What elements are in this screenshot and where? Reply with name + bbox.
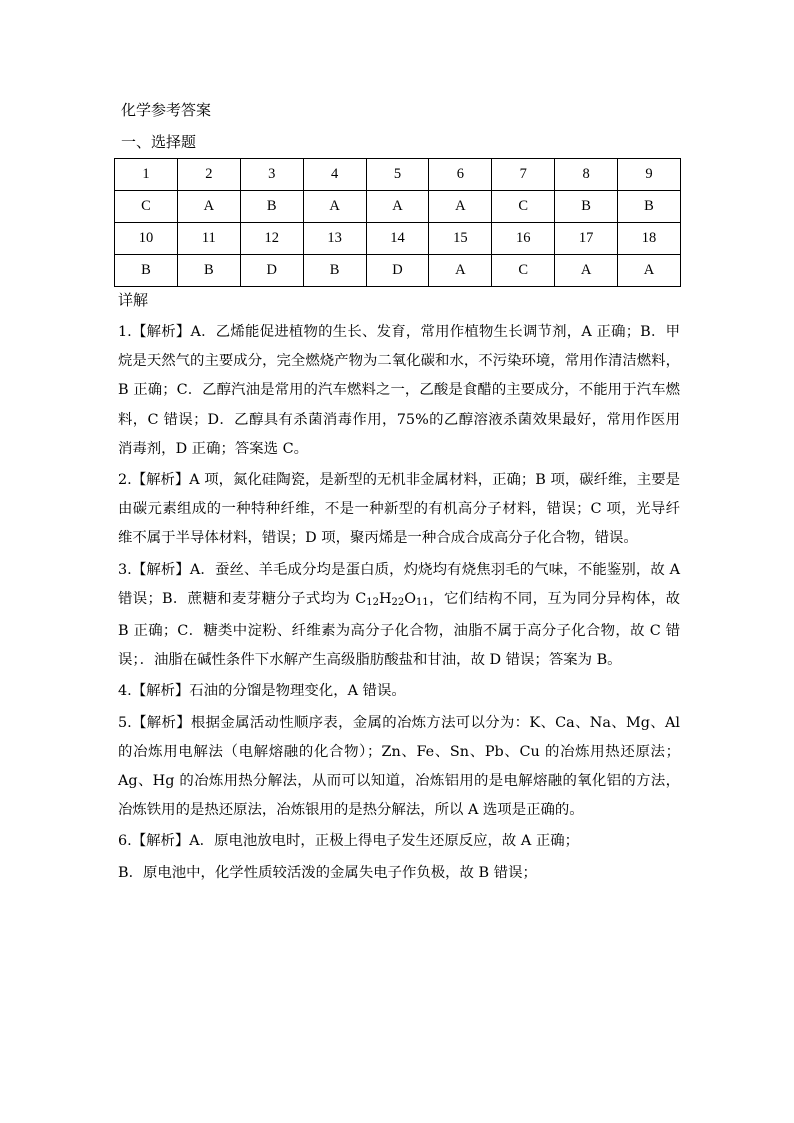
question-number-cell: 1 — [115, 159, 178, 191]
answer-table-body — [115, 159, 681, 287]
answer-cell: A — [429, 191, 492, 223]
explanations — [118, 318, 680, 888]
question-number-cell: 13 — [303, 223, 366, 255]
question-number-cell: 5 — [366, 159, 429, 191]
question-number-cell: 2 — [177, 159, 240, 191]
question-number-cell: 16 — [492, 223, 555, 255]
formula-subscript: 11 — [416, 596, 429, 608]
question-number-cell: 15 — [429, 223, 492, 255]
answer-cell: A — [303, 191, 366, 223]
question-number-row — [115, 159, 681, 191]
answer-cell: B — [177, 255, 240, 287]
answer-cell: A — [177, 191, 240, 223]
explanation-1: 1.【解析】A．乙烯能促进植物的生长、发育，常用作植物生长调节剂，A 正确；B．甲烷是天然气的主要成分，完全燃烧产物为二氧化碳和水，不污染环境，常用作清洁燃料，B 正确；C．乙醇汽油是常用的汽车燃料之一，乙酸是食醋的主要成分，不能用于汽车燃料，C 错误；D．乙醇具有杀菌消毒作用，75%的乙醇溶液杀菌效果最好，常用作医用消毒剂，D 正确；答案选 C。 — [118, 324, 680, 457]
explanation-6: 6.【解析】A．原电池放电时，正极上得电子发生还原反应，故 A 正确； — [118, 833, 579, 850]
answer-row — [115, 191, 681, 223]
formula-element: H — [378, 590, 392, 607]
answer-cell: C — [492, 255, 555, 287]
explanation-3-part-b: ，它们结构不同，互为同分异构体，故 B 正确；C．糖类中淀粉、纤维素为高分子化合物，油脂不属于高分子化合物，故 C 错误；．油脂在碱性条件下水解产生高级脂肪酸盐和甘油，故 D 错误；答案为 B。 — [118, 590, 680, 669]
explanation-3-part-a: 3.【解析】A．蚕丝、羊毛成分均是蛋白质，灼烧均有烧焦羽毛的气味，不能鉴别，故 A 错误；B．蔗糖和麦芽糖分子式均为 — [118, 561, 680, 607]
question-number-cell: 3 — [240, 159, 303, 191]
explanation-2: 2.【解析】A 项，氮化硅陶瓷，是新型的无机非金属材料，正确；B 项，碳纤维，主要是由碳元素组成的一种特种纤维，不是一种新型的有机高分子材料，错误；C 项，光导纤维不属于半导体材料，错误；D 项，聚丙烯是一种合成合成高分子化合物，错误。 — [118, 472, 680, 547]
answer-cell: A — [366, 191, 429, 223]
explanation-6-b: B．原电池中，化学性质较活泼的金属失电子作负极，故 B 错误； — [118, 864, 537, 881]
answer-cell: B — [240, 191, 303, 223]
answer-cell: A — [618, 255, 681, 287]
formula-subscript: 12 — [366, 596, 379, 608]
section-heading: 一、选择题 — [121, 133, 197, 151]
answer-cell: B — [555, 191, 618, 223]
answer-cell: A — [429, 255, 492, 287]
detail-label: 详解 — [118, 291, 149, 309]
answer-cell: D — [366, 255, 429, 287]
explanation-3 — [118, 556, 680, 676]
answer-row — [115, 255, 681, 287]
formula-subscript: 22 — [391, 596, 405, 608]
answer-cell: C — [492, 191, 555, 223]
question-number-cell: 18 — [618, 223, 681, 255]
question-number-cell: 17 — [555, 223, 618, 255]
formula-c12h22o11 — [355, 591, 429, 607]
explanation-5: 5.【解析】根据金属活动性顺序表，金属的冶炼方法可以分为：K、Ca、Na、Mg、Al 的冶炼用电解法（电解熔融的化合物）；Zn、Fe、Sn、Pb、Cu 的冶炼用热还原法；Ag、Hg 的冶炼用热分解法，从而可以知道，冶炼铝用的是电解熔融的氧化铝的方法，冶炼铁用的是热还原法，冶炼银用的是热分解法，所以 A 选项是正确的。 — [118, 714, 680, 819]
answer-table — [114, 158, 681, 287]
question-number-cell: 10 — [115, 223, 178, 255]
answer-cell: A — [555, 255, 618, 287]
question-number-row — [115, 223, 681, 255]
answer-cell: D — [240, 255, 303, 287]
answer-cell: B — [618, 191, 681, 223]
explanation-4: 4.【解析】石油的分馏是物理变化，A 错误。 — [118, 683, 406, 700]
question-number-cell: 14 — [366, 223, 429, 255]
question-number-cell: 12 — [240, 223, 303, 255]
question-number-cell: 7 — [492, 159, 555, 191]
question-number-cell: 9 — [618, 159, 681, 191]
answer-cell: B — [303, 255, 366, 287]
question-number-cell: 6 — [429, 159, 492, 191]
answer-cell: B — [115, 255, 178, 287]
question-number-cell: 8 — [555, 159, 618, 191]
question-number-cell: 4 — [303, 159, 366, 191]
formula-element: C — [355, 590, 367, 607]
answer-cell: C — [115, 191, 178, 223]
document-title: 化学参考答案 — [121, 101, 212, 119]
question-number-cell: 11 — [177, 223, 240, 255]
formula-element: O — [404, 590, 417, 607]
